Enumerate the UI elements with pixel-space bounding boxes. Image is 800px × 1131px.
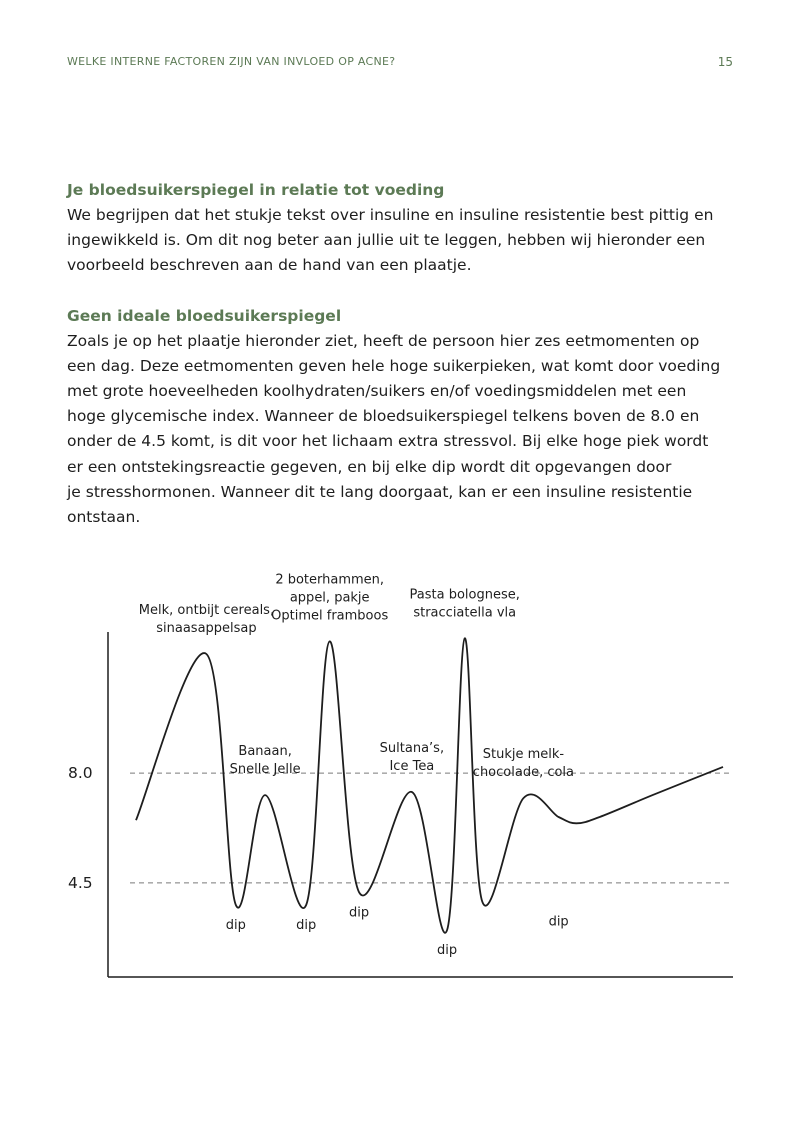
intro-line: ingewikkeld is. Om dit nog beter aan jullie uit te leggen, hebben wij hieronder een xyxy=(67,231,706,250)
dip-label: dip xyxy=(548,914,569,930)
body-line: je stresshormonen. Wanneer dit te lang doorgaat, kan er een insuline resistentie xyxy=(67,482,693,501)
page-number: 15 xyxy=(717,55,733,69)
peak-label: Pasta bolognese, xyxy=(409,587,520,603)
peak-label: Melk, ontbijt cereals, xyxy=(138,602,275,618)
body-line: onder de 4.5 komt, is dit voor het lichaam extra stressvol. Bij elke hoge piek wordt xyxy=(67,432,709,451)
body-line: er een ontstekingsreactie gegeven, en bij elke dip wordt dit opgevangen door xyxy=(67,457,672,476)
section-heading-geen-ideale: Geen ideale bloedsuikerspiegel xyxy=(67,306,342,325)
running-head: WELKE INTERNE FACTOREN ZIJN VAN INVLOED OP ACNE? xyxy=(67,55,396,68)
blood-sugar-chart xyxy=(0,572,800,1010)
body-line: hoge glycemische index. Wanneer de bloedsuikerspiegel telkens boven de 8.0 en xyxy=(67,407,700,426)
blood-sugar-curve xyxy=(136,638,723,933)
peak-label: stracciatella vla xyxy=(413,605,517,621)
intro-line: We begrijpen dat het stukje tekst over insuline en insuline resistentie best pittig en xyxy=(67,206,714,224)
peak-label: Ice Tea xyxy=(389,758,435,774)
peak-label: appel, pakje xyxy=(289,590,370,606)
dip-label: dip xyxy=(437,942,458,958)
peak-label: Snelle Jelle xyxy=(229,762,301,778)
body-line: een dag. Deze eetmomenten geven hele hoge suikerpieken, wat komt door voeding xyxy=(67,356,721,375)
body-content xyxy=(67,178,737,530)
peak-label: Sultana’s, xyxy=(379,740,445,756)
reference-label: 8.0 xyxy=(68,764,93,783)
peak-label: Optimel framboos xyxy=(271,608,389,624)
dip-label: dip xyxy=(225,917,246,933)
dip-label: dip xyxy=(348,905,370,921)
body-line: Zoals je op het plaatje hieronder ziet, heeft de persoon hier zes eetmomenten op xyxy=(67,331,700,350)
dip-label: dip xyxy=(296,917,317,933)
peak-label: Banaan, xyxy=(238,744,292,760)
body-line: met grote hoeveelheden koolhydraten/suikers en/of voedingsmiddelen met een xyxy=(67,382,687,401)
reference-label: 4.5 xyxy=(68,873,93,892)
body-line: ontstaan. xyxy=(67,508,141,527)
section-heading-bloedsuiker: Je bloedsuikerspiegel in relatie tot voeding xyxy=(67,181,445,199)
intro-line: voorbeeld beschreven aan de hand van een plaatje. xyxy=(67,256,472,275)
peak-label: sinaasappelsap xyxy=(156,620,257,636)
peak-label: 2 boterhammen, xyxy=(275,572,385,588)
peak-label: Stukje melk- xyxy=(482,747,565,763)
peak-label: chocolade, cola xyxy=(472,765,575,781)
